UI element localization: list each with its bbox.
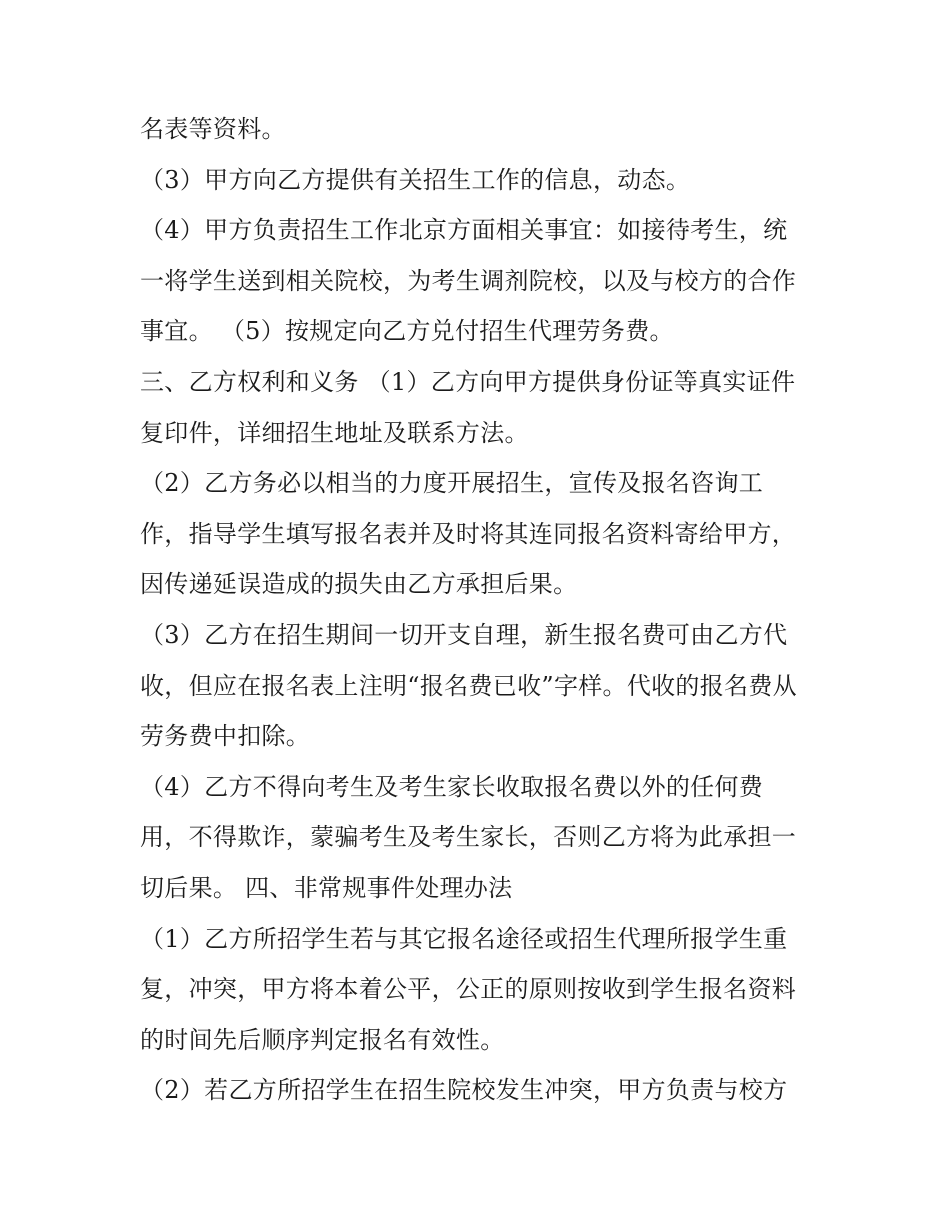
- document-body: [140, 104, 830, 1116]
- text-line: （2）若乙方所招学生在招生院校发生冲突，甲方负责与校方: [140, 1076, 788, 1105]
- text-line: 因传递延误造成的损失由乙方承担后果。: [140, 570, 578, 599]
- text-line: （3）乙方在招生期间一切开支自理，新生报名费可由乙方代: [140, 620, 788, 649]
- text-line: 劳务费中扣除。: [140, 722, 311, 751]
- text-line: 切后果。 四、非常规事件处理办法: [140, 873, 513, 902]
- text-line: 名表等资料。: [140, 115, 286, 143]
- text-line: （3）甲方向乙方提供有关招生工作的信息，动态。: [140, 165, 691, 194]
- text-line: （2）乙方务必以相当的力度开展招生，宣传及报名咨询工: [140, 469, 764, 498]
- text-line: （4）甲方负责招生工作北京方面相关事宜：如接待考生，统: [140, 216, 788, 245]
- text-line: 复，冲突，甲方将本着公平，公正的原则按收到学生报名资料: [140, 975, 797, 1004]
- text-line: 三、乙方权利和义务 （1）乙方向甲方提供身份证等真实证件: [140, 367, 796, 396]
- text-line: 复印件，详细招生地址及联系方法。: [140, 418, 529, 447]
- text-line: 一将学生送到相关院校，为考生调剂院校，以及与校方的合作: [140, 266, 797, 295]
- text-line: 作，指导学生填写报名表并及时将其连同报名资料寄给甲方，: [140, 519, 797, 548]
- text-line: 用，不得欺诈，蒙骗考生及考生家长，否则乙方将为此承担一: [140, 823, 797, 852]
- text-line: 的时间先后顺序判定报名有效性。: [140, 1025, 505, 1054]
- text-line: 事宜。 （5）按规定向乙方兑付招生代理劳务费。: [140, 317, 674, 346]
- text-line: （4）乙方不得向考生及考生家长收取报名费以外的任何费: [140, 772, 764, 801]
- text-line: 收，但应在报名表上注明“报名费已收”字样。代收的报名费从: [140, 671, 797, 700]
- text-line: （1）乙方所招学生若与其它报名途径或招生代理所报学生重: [140, 924, 788, 953]
